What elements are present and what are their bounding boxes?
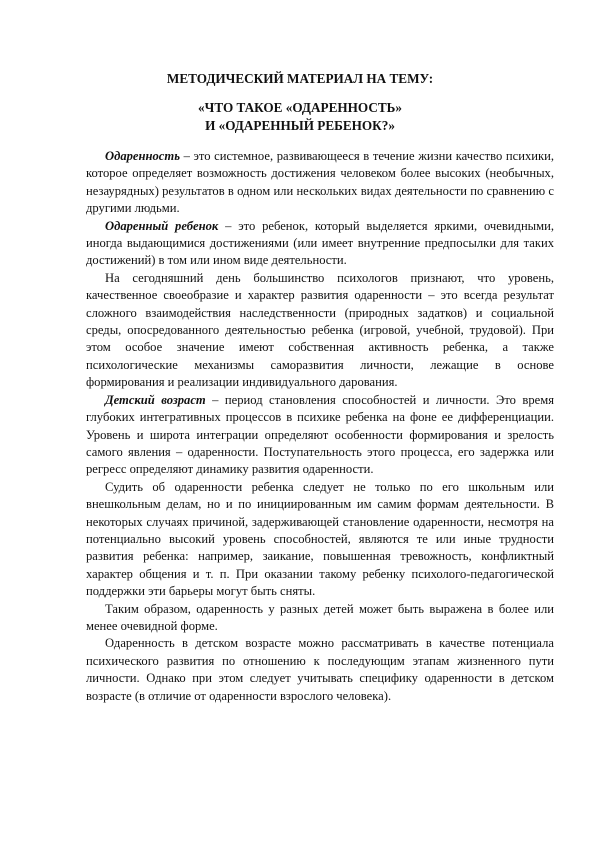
- document-title-line-2: «ЧТО ТАКОЕ «ОДАРЕННОСТЬ»: [198, 100, 402, 115]
- term-gifted-child: Одаренный ребенок: [105, 218, 219, 233]
- paragraph-gifted-child-definition: [86, 218, 554, 270]
- document-body: [86, 148, 554, 705]
- paragraph-text: Судить об одаренности ребенка следует не только по его школьным или внешкольным делам, но и по инициированным им самим формам деятельности. В некоторых случаях причиной, задерживающей становление одаренности, несмотря на потенциально высокий уровень способностей, являются те или иные трудности развития ребенка: например, заикание, повышенная тревожность, конфликтный характер общения и т. п. При оказании такому ребенку психолого-педагогической поддержки эти барьеры могут быть сняты.: [86, 479, 554, 599]
- paragraph-potential: [86, 635, 554, 705]
- paragraph-conclusion: [86, 601, 554, 636]
- paragraph-text: Одаренность в детском возрасте можно рассматривать в качестве потенциала психического развития по отношению к последующим этапам жизненного пути личности. Однако при этом следует учитывать специфику одаренности в детском возрасте (в отличие от одаренности взрослого человека).: [86, 636, 554, 703]
- term-giftedness: Одаренность: [105, 149, 180, 163]
- paragraph-text: Таким образом, одаренность у разных детей может быть выражена в более или менее очевидной форме.: [86, 601, 554, 633]
- paragraph-psychologists-view: [86, 270, 554, 392]
- term-childhood-age: Детский возраст: [105, 392, 206, 407]
- document-title-line-3: И «ОДАРЕННЫЙ РЕБЕНОК?»: [205, 118, 395, 133]
- paragraph-text: На сегодняшний день большинство психологов признают, что уровень, качественное своеобразие и характер развития одаренности – это всегда результат сложного взаимодействия наследственности (природных задатков) и социальной среды, опосредованного деятельностью ребенка (игровой, учебной, трудовой). При этом особое значение имеют собственная активность ребенка, а также психологические механизмы саморазвития личности, лежащие в основе формирования и реализации индивидуального дарования.: [86, 270, 554, 390]
- paragraph-text: – это системное, развивающееся в течение жизни качество психики, которое определяет возможность достижения человеком более высоких (необычных, незаурядных) результатов в одном или нескольких видах деятельности по сравнению с другими людьми.: [86, 149, 554, 216]
- document-title-line-1: МЕТОДИЧЕСКИЙ МАТЕРИАЛ НА ТЕМУ:: [166, 71, 434, 86]
- paragraph-judging-giftedness: [86, 479, 554, 601]
- paragraph-text: – период становления способностей и личности. Это время глубоких интегративных процессов в психике ребенка на фоне ее дифференциации. Уровень и широта интеграции определяют особенности формирования и зрелость самого явления – одаренности. Поступательность этого процесса, его задержка или регресс определяют динамику развития одаренности.: [86, 392, 554, 477]
- paragraph-childhood-age: [86, 392, 554, 479]
- paragraph-text: – это ребенок, который выделяется яркими, очевидными, иногда выдающимися достижениями (или имеет внутренние предпосылки для таких достижений) в том или ином виде деятельности.: [86, 218, 554, 268]
- paragraph-giftedness-definition: [86, 148, 554, 218]
